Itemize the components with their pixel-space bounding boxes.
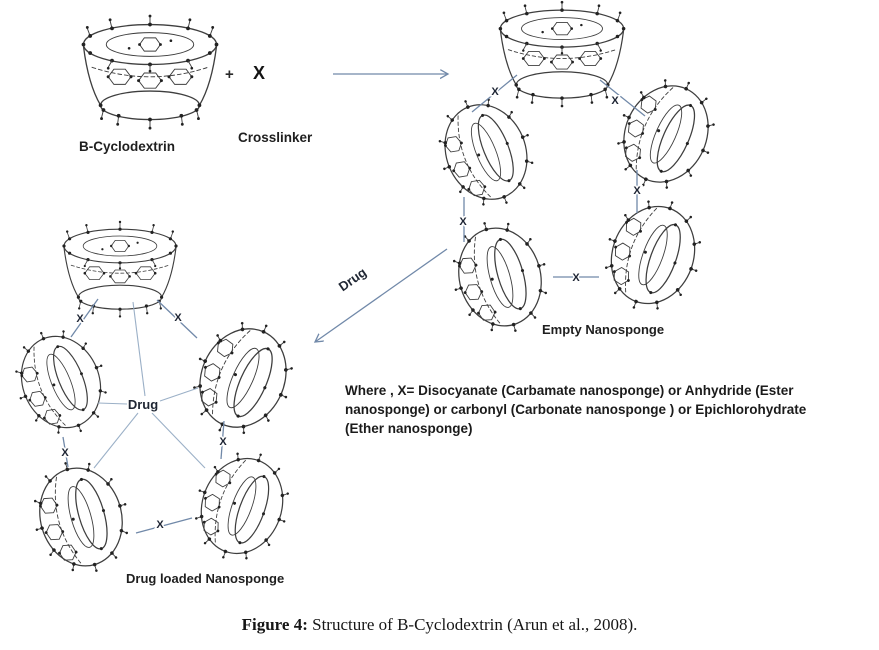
drug-loaded-nanosponge-label: Drug loaded Nanosponge bbox=[126, 571, 285, 586]
figure-caption bbox=[0, 615, 879, 635]
cyclodextrin-ring bbox=[589, 185, 717, 324]
cyclodextrin-ring bbox=[180, 438, 305, 574]
crosslink-x-label: X bbox=[61, 447, 69, 459]
cyclodextrin-ring bbox=[600, 63, 733, 206]
drug-spoke bbox=[94, 413, 138, 468]
drug-arrow-label: Drug bbox=[335, 264, 370, 295]
crosslink-x-label: X bbox=[491, 86, 499, 98]
plus-sign: + bbox=[225, 66, 234, 83]
legend-line-1: Where , X= Disocyanate (Carbamate nanosponge) or Anhydride (Ester bbox=[345, 383, 794, 398]
cyclodextrin-ring bbox=[422, 83, 549, 221]
b-cyclodextrin-label: B-Cyclodextrin bbox=[79, 139, 176, 154]
cyclodextrin-ring bbox=[175, 305, 311, 451]
crosslink-bond bbox=[136, 518, 192, 533]
cyclodextrin-ring bbox=[0, 315, 122, 448]
drug-spoke bbox=[160, 388, 198, 401]
figure-number: Figure 4: bbox=[241, 615, 308, 634]
crosslink-bond bbox=[71, 299, 98, 337]
encapsulated-drug-label: Drug bbox=[127, 397, 159, 412]
figure-caption-text: Structure of B-Cyclodextrin (Arun et al., 2008). bbox=[307, 615, 638, 634]
crosslink-x-label: X bbox=[459, 216, 467, 228]
b-cyclodextrin-structure bbox=[82, 15, 219, 130]
empty-nanosponge-label: Empty Nanosponge bbox=[542, 322, 665, 337]
drug-loading-arrow bbox=[315, 249, 447, 342]
drug-spoke bbox=[133, 302, 145, 396]
legend-line-2: nanosponge) or carbonyl (Carbonate nanosponge ) or Epichlorohydrate bbox=[345, 402, 807, 417]
legend-line-3: (Ether nanosponge) bbox=[345, 421, 473, 436]
crosslink-x-label: X bbox=[611, 95, 619, 107]
drug-spoke bbox=[152, 413, 205, 468]
crosslink-x-label: X bbox=[572, 272, 580, 284]
drug-spoke bbox=[98, 403, 127, 404]
crosslink-x-label: X bbox=[633, 185, 641, 197]
cyclodextrin-ring bbox=[499, 1, 626, 107]
crosslink-x-label: X bbox=[174, 312, 182, 324]
crosslinker-label: Crosslinker bbox=[238, 130, 313, 145]
cyclodextrin-ring bbox=[20, 449, 142, 585]
crosslink-x-label: X bbox=[156, 519, 164, 531]
crosslink-x-label: X bbox=[76, 313, 84, 325]
crosslinker-x-symbol: X bbox=[253, 63, 267, 83]
crosslinker-legend bbox=[345, 381, 855, 438]
crosslink-x-label: X bbox=[219, 436, 227, 448]
